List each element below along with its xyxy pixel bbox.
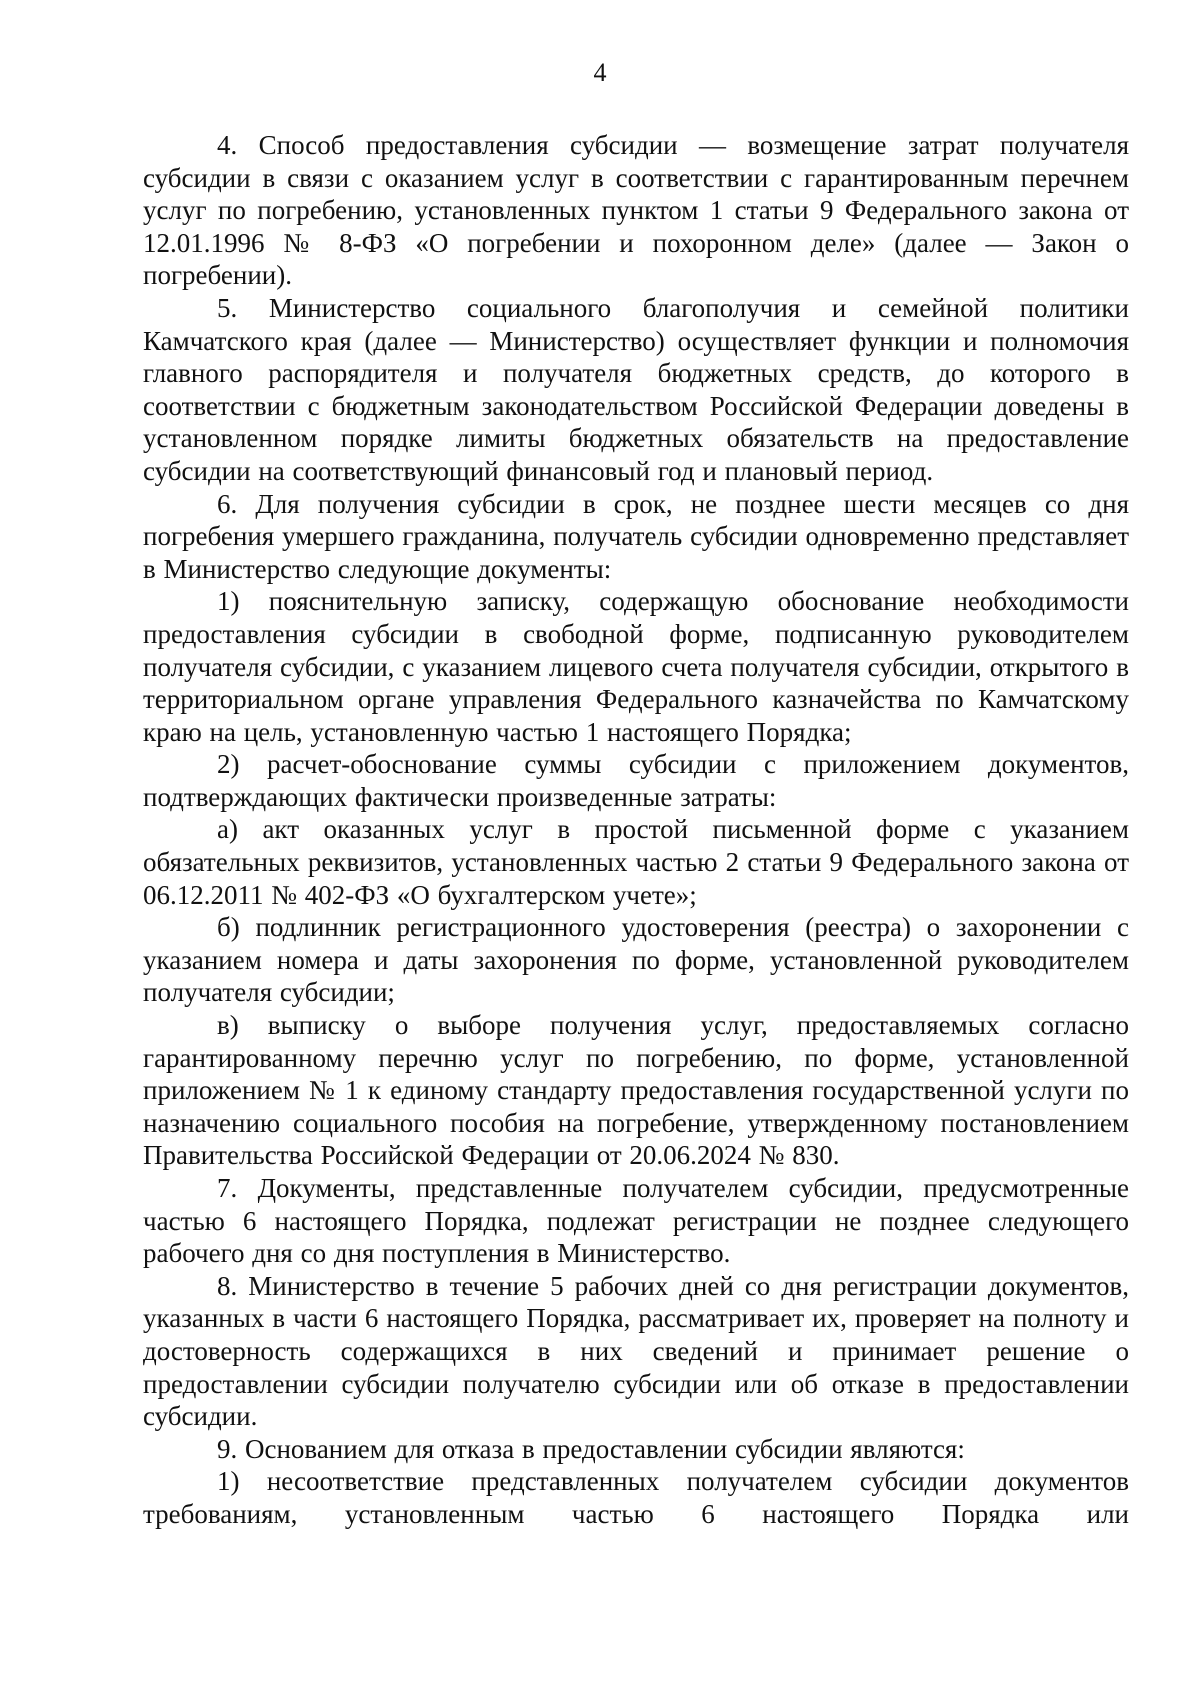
list-item-6-1-explanatory-note: 1) пояснительную записку, содержащую обоснование необходимости предоставления субсидии в свободной форме, подписанную руководителем получателя субсидии, с указанием лицевого счета получателя субсидии, открытого в территориальном органе управления Федерального казначейства по Камчатскому краю на цель, установленную частью 1 настоящего Порядка; bbox=[143, 586, 1129, 747]
paragraph-6-documents: 6. Для получения субсидии в срок, не позднее шести месяцев со дня погребения умершего гражданина, получатель субсидии одновременно представляет в Министерство следующие документы: bbox=[143, 488, 1129, 584]
document-body bbox=[143, 129, 1129, 1531]
paragraph-9-refusal-grounds: 9. Основанием для отказа в предоставлении субсидии являются: bbox=[217, 1433, 965, 1464]
paragraph-5-ministry: 5. Министерство социального благополучия и семейной политики Камчатского края (далее — Министерство) осуществляет функции и полномочия главного распорядителя и получателя бюджетных средств, до которого в соответствии с бюджетным законодательством Российской Федерации доведены в установленном порядке лимиты бюджетных обязательств на предоставление субсидии на соответствующий финансовый год и плановый период. bbox=[143, 292, 1129, 486]
page-number: 4 bbox=[593, 58, 607, 87]
list-item-9-1-nonconformity: 1) несоответствие представленных получателем субсидии документов требованиям, установленным частью 6 настоящего Порядка или bbox=[143, 1466, 1129, 1529]
paragraph-7-registration: 7. Документы, представленные получателем субсидии, предусмотренные частью 6 настоящего Порядка, подлежат регистрации не позднее следующего рабочего дня со дня поступления в Министерство. bbox=[143, 1173, 1129, 1269]
list-item-6-2a-act: а) акт оказанных услуг в простой письменной форме с указанием обязательных реквизитов, установленных частью 2 статьи 9 Федерального закона от 06.12.2011 № 402-ФЗ «О бухгалтерском учете»; bbox=[143, 814, 1129, 910]
paragraph-8-review: 8. Министерство в течение 5 рабочих дней со дня регистрации документов, указанных в части 6 настоящего Порядка, рассматривает их, проверяет на полноту и достоверность содержащихся в них сведений и принимает решение о предоставлении субсидии получателю субсидии или об отказе в предоставлении субсидии. bbox=[143, 1270, 1129, 1432]
list-item-6-2b-certificate: б) подлинник регистрационного удостоверения (реестра) о захоронении с указанием номера и даты захоронения по форме, установленной руководителем получателя субсидии; bbox=[143, 912, 1129, 1008]
list-item-6-2-calculation: 2) расчет-обоснование суммы субсидии с приложением документов, подтверждающих фактически произведенные затраты: bbox=[143, 749, 1129, 812]
paragraph-4-subsidy-method: 4. Способ предоставления субсидии — возмещение затрат получателя субсидии в связи с оказанием услуг в соответствии с гарантированным перечнем услуг по погребению, установленных пунктом 1 статьи 9 Федерального закона от 12.01.1996 № 8-ФЗ «О погребении и похоронном деле» (далее — Закон о погребении). bbox=[143, 130, 1129, 291]
list-item-6-2v-extract: в) выписку о выборе получения услуг, предоставляемых согласно гарантированному перечню услуг по погребению, по форме, установленной приложением № 1 к единому стандарту предоставления государственной услуги по назначению социального пособия на погребение, утвержденному постановлением Правительства Российской Федерации от 20.06.2024 № 830. bbox=[143, 1010, 1129, 1171]
